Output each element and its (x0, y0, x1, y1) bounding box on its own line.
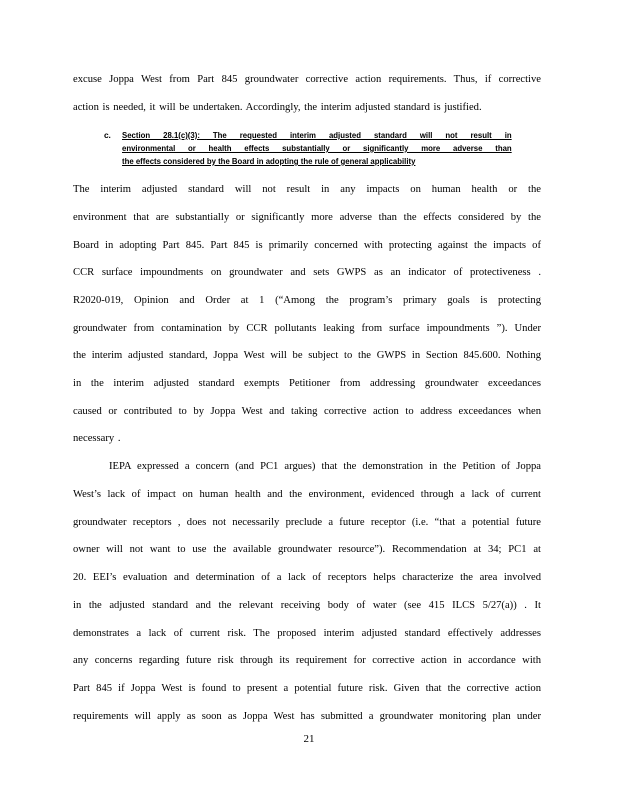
subsection-label: c. (104, 130, 111, 140)
body-line: groundwater receptors , does not necessarily preclude a future receptor (i.e. “that a potential future (73, 517, 541, 528)
body-line: caused or contributed to by Joppa West and taking corrective action to address exceedances when (73, 406, 541, 417)
body-line: action is needed, it will be undertaken. Accordingly, the interim adjusted standard is justified. (73, 102, 482, 113)
body-line: requirements will apply as soon as Joppa West has submitted a groundwater monitoring plan under (73, 711, 541, 722)
body-line: CCR surface impoundments on groundwater and sets GWPS as an indicator of protectiveness . (73, 267, 541, 278)
body-line: necessary . (73, 433, 121, 444)
subsection-heading-line: Section 28.1(c)(3): The requested interim adjusted standard will not result in (122, 130, 512, 140)
body-line: in the adjusted standard and the relevant receiving body of water (see 415 ILCS 5/27(a)) . It (73, 600, 541, 611)
body-line: owner will not want to use the available groundwater resource”). Recommendation at 34; PC1 at (73, 544, 541, 555)
body-line: in the interim adjusted standard exempts Petitioner from addressing groundwater exceedances (73, 378, 541, 389)
subsection-heading-line: environmental or health effects substantially or significantly more adverse than (122, 143, 512, 153)
body-line: groundwater from contamination by CCR pollutants leaking from surface impoundments ”). Under (73, 323, 541, 334)
body-line: West’s lack of impact on human health and the environment, evidenced through a lack of current (73, 489, 541, 500)
body-line: the interim adjusted standard, Joppa West will be subject to the GWPS in Section 845.600. Nothing (73, 350, 541, 361)
body-line: demonstrates a lack of current risk. The proposed interim adjusted standard effectively addresses (73, 628, 541, 639)
body-line: any concerns regarding future risk through its requirement for corrective action in accordance with (73, 655, 541, 666)
body-line: The interim adjusted standard will not result in any impacts on human health or the (73, 184, 541, 195)
body-line: environment that are substantially or significantly more adverse than the effects considered by the (73, 212, 541, 223)
body-line: excuse Joppa West from Part 845 groundwater corrective action requirements. Thus, if corrective (73, 74, 541, 85)
body-line: 20. EEI’s evaluation and determination of a lack of receptors helps characterize the area involved (73, 572, 541, 583)
body-line: R2020-019, Opinion and Order at 1 (“Among the program’s primary goals is protecting (73, 295, 541, 306)
subsection-heading-line: the effects considered by the Board in adopting the rule of general applicability (122, 156, 416, 166)
body-line: Part 845 if Joppa West is found to present a potential future risk. Given that the corrective action (73, 683, 541, 694)
page-number: 21 (303, 733, 315, 745)
body-line: IEPA expressed a concern (and PC1 argues) that the demonstration in the Petition of Joppa (109, 461, 541, 472)
body-line: Board in adopting Part 845. Part 845 is primarily concerned with protecting against the impacts of (73, 240, 541, 251)
